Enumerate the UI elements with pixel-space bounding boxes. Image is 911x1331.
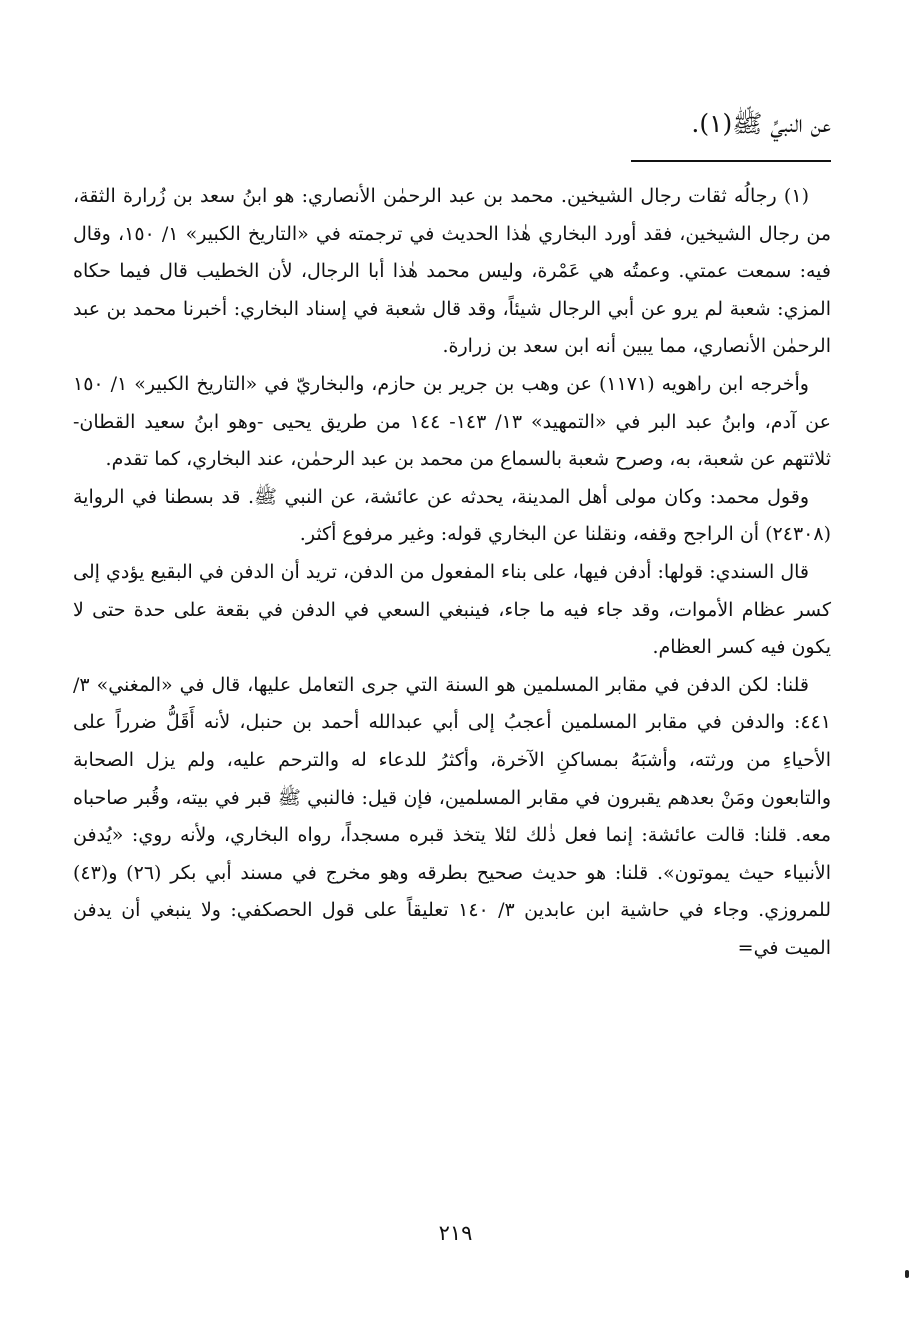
footnote-separator-rule — [631, 160, 831, 162]
footnote-paragraph: قال السندي: قولها: أدفن فيها، على بناء المفعول من الدفن، تريد أن الدفن في البقيع يؤدي إلى كسر عظام الأموات، وقد جاء فيه ما جاء، فينبغي السعي في الدفن في بقعة على حدة حتى لا يكون فيه كسر العظام. — [73, 560, 831, 659]
footnotes-block — [73, 178, 831, 967]
main-text-line: عن النبيِّ ﷺ(١). — [691, 109, 831, 138]
scan-edge-mark — [905, 1270, 909, 1278]
footnote-paragraph: قلنا: لكن الدفن في مقابر المسلمين هو السنة التي جرى التعامل عليها، قال في «المغني» ٣/ ٤٤١: والدفن في مقابر المسلمين أعجبُ إلى أبي عبدالله أحمد بن حنبل، لأنه أَقَلُّ ضرراً على الأحياءِ من ورثته، وأشبَهُ بمساكنِ الآخرة، وأكثرُ للدعاء له والترحم عليه، ولم يزل الصحابة والتابعون ومَنْ بعدهم يقبرون في مقابر المسلمين، فإن قيل: فالنبي ﷺ قبر في بيته، وقُبر صاحباه معه. قلنا: قالت عائشة: إنما فعل ذٰلك لئلا يتخذ قبره مسجداً، رواه البخاري، ولأنه روي: «يُدفن الأنبياء حيث يموتون». قلنا: هو حديث صحيح بطرقه وهو مخرج في مسند أبي بكر (٢٦) و(٤٣) للمروزي. وجاء في حاشية ابن عابدين ٣/ ١٤٠ تعليقاً على قول الحصكفي: ولا ينبغي أن يدفن الميت في= — [73, 673, 831, 959]
page-number: ٢١٩ — [438, 1221, 473, 1245]
footnote-paragraph: وأخرجه ابن راهويه (١١٧١) عن وهب بن جرير بن حازم، والبخاريّ في «التاريخ الكبير» ١/ ١٥٠ عن آدم، وابنُ عبد البر في «التمهيد» ١٣/ ١٤٣- ١٤٤ من طريق يحيى -وهو ابنُ سعيد القطان- ثلاثتهم عن شعبة، به، وصرح شعبة بالسماع من محمد بن عبد الرحمٰن، عند البخاري، كما تقدم. — [73, 372, 831, 471]
footnote-paragraph: (١) رجالُه ثقات رجال الشيخين. محمد بن عبد الرحمٰن الأنصاري: هو ابنُ سعد بن زُرارة الثقة، من رجال الشيخين، فقد أورد البخاري هٰذا الحديث في ترجمته في «التاريخ الكبير» ١/ ١٥٠، وقال فيه: سمعت عمتي. وعمتُه هي عَمْرة، وليس محمد هٰذا أبا الرجال، لأن الخطيب قال فيما حكاه المزي: شعبة لم يرو عن أبي الرجال شيئاً، وقد قال شعبة في إسناد البخاري: أخبرنا محمد بن عبد الرحمٰن الأنصاري، مما يبين أنه ابن سعد بن زرارة. — [73, 185, 831, 358]
footnote-paragraph: وقول محمد: وكان مولى أهل المدينة، يحدثه عن عائشة، عن النبي ﷺ. قد بسطنا في الرواية (٢٤٣٠٨) أن الراجح وقفه، ونقلنا عن البخاري قوله: وغير مرفوع أكثر. — [73, 485, 831, 546]
